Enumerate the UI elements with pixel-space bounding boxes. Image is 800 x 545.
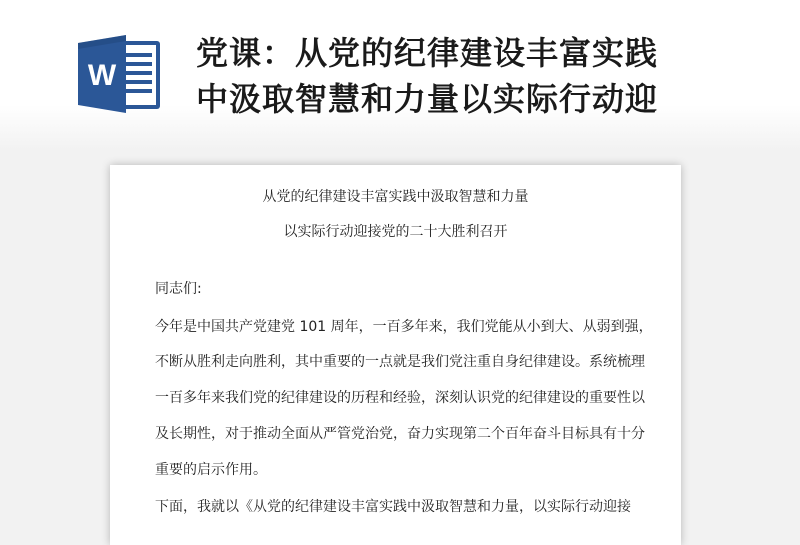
banner-title-line2: 中汲取智慧和力量以实际行动迎 [196, 80, 659, 118]
document-title-line1: 从党的纪律建设丰富实践中汲取智慧和力量 [262, 189, 529, 205]
word-icon-letter: W [87, 59, 117, 92]
paragraph-line: 重要的启示作用。 [155, 462, 267, 478]
paragraph-line: 同志们: [155, 281, 202, 297]
banner-title-line1: 党课：从党的纪律建设丰富实践 [196, 34, 659, 72]
document-title-line2: 以实际行动迎接党的二十大胜利召开 [283, 224, 508, 240]
banner-title [196, 30, 786, 122]
paragraph-line: 不断从胜利走向胜利，其中重要的一点就是我们党注重自身纪律建设。系统梳理 [155, 354, 645, 370]
paragraph-line: 一百多年来我们党的纪律建设的历程和经验，深刻认识党的纪律建设的重要性以 [155, 390, 645, 406]
paragraph-line: 今年是中国共产党建党 101 周年，一百多年来，我们党能从小到大、从弱到强， [155, 319, 653, 335]
paragraph-line: 及长期性，对于推动全面从严管党治党，奋力实现第二个百年奋斗目标具有十分 [155, 426, 645, 442]
paragraph-line: 下面，我就以《从党的纪律建设丰富实践中汲取智慧和力量，以实际行动迎接 [155, 499, 631, 515]
word-document-icon [76, 33, 164, 115]
document-page [110, 165, 681, 545]
banner-header [0, 0, 800, 150]
